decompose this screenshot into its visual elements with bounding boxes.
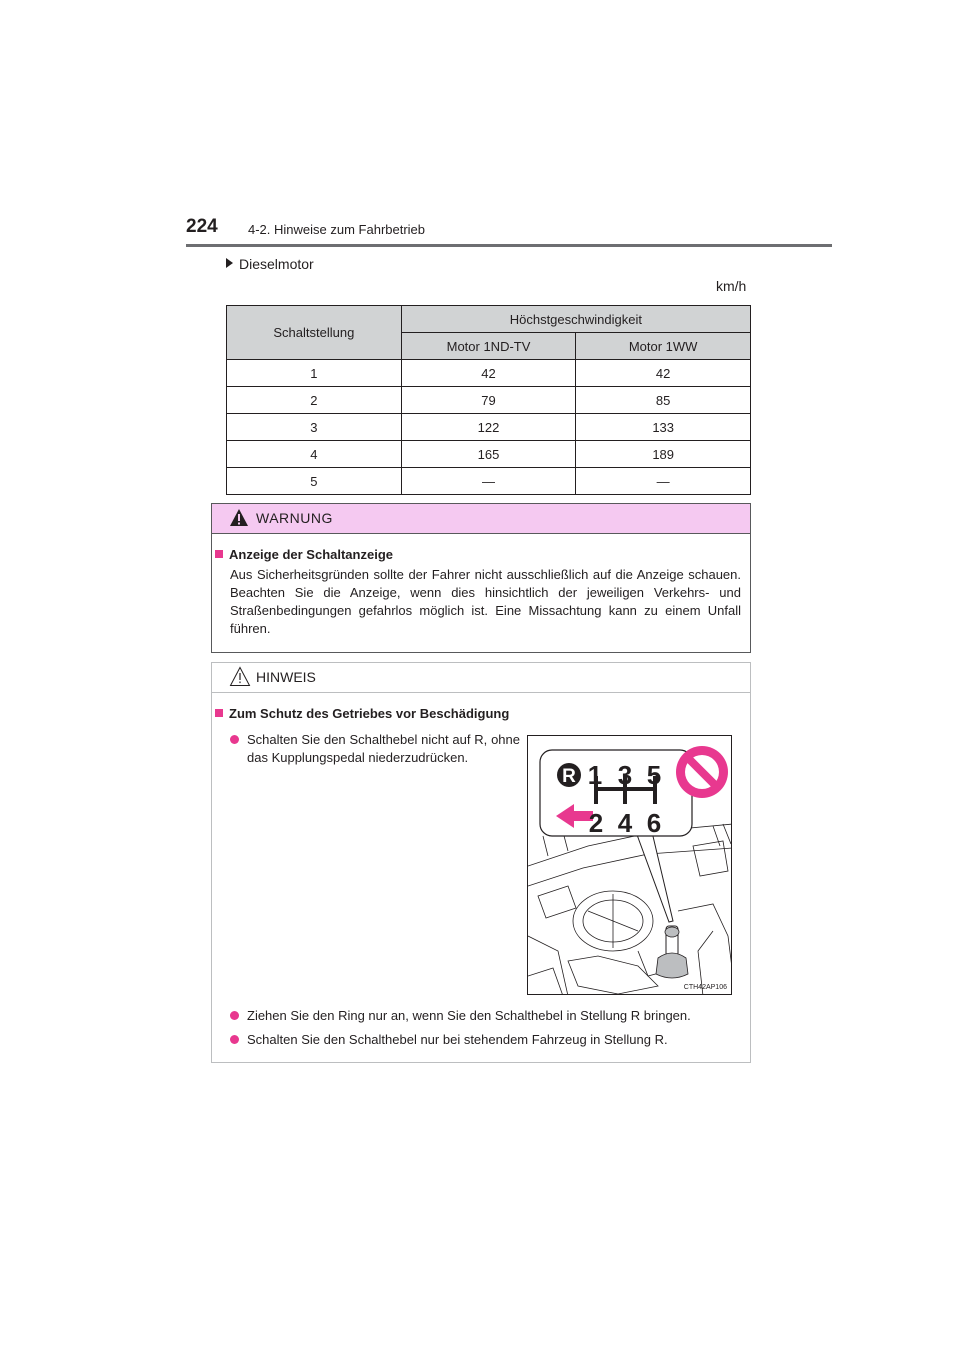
- cell-engine-2: 85: [576, 387, 751, 414]
- cell-engine-2: 42: [576, 360, 751, 387]
- gearshift-drawing: [528, 736, 732, 995]
- header-rule: [186, 244, 832, 247]
- hint-title: HINWEIS: [256, 669, 316, 685]
- section-title: 4-2. Hinweise zum Fahrbetrieb: [248, 222, 426, 237]
- header-gear: Schaltstellung: [227, 306, 402, 360]
- header-max-speed: Höchstgeschwindigkeit: [401, 306, 750, 333]
- warning-triangle-icon: [229, 508, 249, 527]
- warning-heading: [215, 547, 393, 562]
- table-row: [227, 441, 751, 468]
- header-engine-2: Motor 1WW: [576, 333, 751, 360]
- warning-heading-text: Anzeige der Schaltanzeige: [229, 547, 393, 562]
- hint-bullet-2: Ziehen Sie den Ring nur an, wenn Sie den Schalthebel in Stellung R bringen.: [247, 1008, 691, 1023]
- hint-bullet-1: Schalten Sie den Schalthebel nicht auf R, ohne das Kupplungspedal niederzudrücken.: [247, 732, 520, 765]
- page-number: 224: [186, 216, 218, 237]
- cell-engine-2: 189: [576, 441, 751, 468]
- illustration-code: CTH42AP106: [683, 984, 727, 991]
- hint-heading-text: Zum Schutz des Getriebes vor Beschädigung: [229, 706, 510, 721]
- engine-heading-text: Dieselmotor: [239, 256, 314, 272]
- cell-engine-1: 122: [401, 414, 576, 441]
- caution-triangle-icon: [229, 666, 251, 687]
- cell-gear: 5: [227, 468, 402, 495]
- table-row: [227, 387, 751, 414]
- table-header-row: [227, 306, 751, 333]
- cell-engine-1: 79: [401, 387, 576, 414]
- cell-gear: 3: [227, 414, 402, 441]
- warning-title-bar: [212, 504, 750, 534]
- header-engine-1: Motor 1ND-TV: [401, 333, 576, 360]
- square-bullet-icon: [215, 709, 223, 717]
- cell-gear: 4: [227, 441, 402, 468]
- round-bullet-icon: [230, 1011, 239, 1020]
- gear-label-r: R: [562, 766, 576, 787]
- cell-engine-2: 133: [576, 414, 751, 441]
- cell-engine-1: 165: [401, 441, 576, 468]
- hint-box: [211, 662, 751, 1063]
- cell-engine-1: —: [401, 468, 576, 495]
- hint-title-bar: [212, 663, 750, 693]
- gearshift-illustration: [527, 735, 732, 995]
- round-bullet-icon: [230, 735, 239, 744]
- max-speed-table: [226, 305, 751, 495]
- warning-text: Aus Sicherheitsgründen sollte der Fahrer nicht ausschließlich auf die Anzeige schauen. Beachten Sie die Anzeige, wenn dies hinsichtlich der jeweiligen Verkehrs- und Straßenbedingungen gefahrlos möglich ist. Eine Missachtung kann zu einem Unfall führen.: [230, 567, 741, 636]
- triangle-bullet-icon: [226, 258, 233, 268]
- engine-heading: [226, 256, 314, 272]
- list-item: [230, 731, 520, 767]
- warning-box: [211, 503, 751, 653]
- table-row: [227, 414, 751, 441]
- table-row: [227, 468, 751, 495]
- speed-unit: km/h: [716, 278, 747, 294]
- cell-engine-2: —: [576, 468, 751, 495]
- gear-label-1: 1: [587, 760, 603, 790]
- square-bullet-icon: [215, 550, 223, 558]
- gear-label-5: 5: [646, 760, 662, 790]
- cell-engine-1: 42: [401, 360, 576, 387]
- cell-gear: 1: [227, 360, 402, 387]
- warning-title: WARNUNG: [256, 510, 333, 526]
- gear-label-4: 4: [617, 808, 633, 838]
- hint-bullet-3: Schalten Sie den Schalthebel nur bei stehendem Fahrzeug in Stellung R.: [247, 1032, 668, 1047]
- hint-heading: [215, 706, 509, 721]
- gear-label-6: 6: [646, 808, 662, 838]
- gear-label-2: 2: [588, 808, 604, 838]
- list-item: [230, 1007, 742, 1025]
- cell-gear: 2: [227, 387, 402, 414]
- prohibition-icon: [676, 746, 728, 798]
- round-bullet-icon: [230, 1035, 239, 1044]
- gear-label-3: 3: [617, 760, 633, 790]
- list-item: [230, 1031, 742, 1049]
- table-row: [227, 360, 751, 387]
